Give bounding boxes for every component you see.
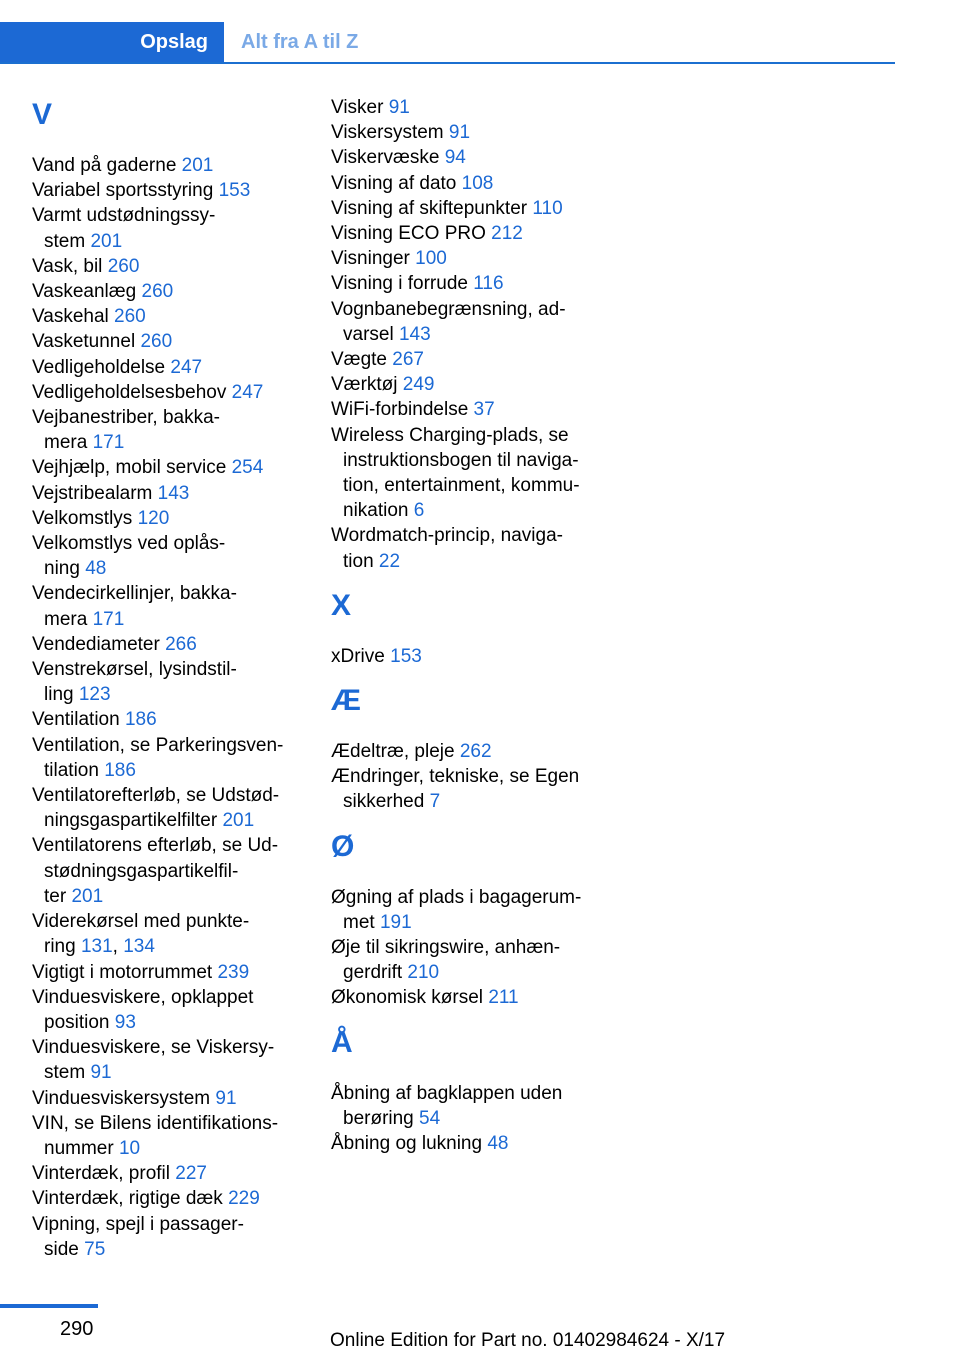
index-entry	[32, 254, 302, 279]
entry-text	[331, 1081, 601, 1106]
index-entry	[32, 783, 302, 833]
entry-text	[32, 153, 302, 178]
entry-text	[32, 203, 302, 228]
entry-text	[44, 1010, 302, 1035]
entry-text	[331, 935, 601, 960]
entry-text	[32, 1186, 302, 1211]
entry-label: Økonomisk kørsel	[331, 987, 489, 1009]
entry-label: gerdrift	[343, 962, 408, 984]
index-entry	[331, 423, 601, 524]
entry-label: side	[44, 1238, 85, 1260]
index-entry	[32, 1086, 302, 1111]
entry-text	[32, 1086, 302, 1111]
index-entry	[331, 372, 601, 397]
entry-text	[331, 985, 601, 1010]
entry-label: Ændringer, tekniske, se Egen	[331, 766, 580, 788]
entry-label: Åbning af bagklappen uden	[331, 1082, 563, 1104]
index-entry	[32, 203, 302, 253]
entry-text	[32, 304, 302, 329]
entry-text	[331, 885, 601, 910]
entry-text	[32, 355, 302, 380]
entry-text	[331, 120, 601, 145]
entry-text	[32, 783, 302, 808]
index-entry	[32, 506, 302, 531]
section-letter: X	[331, 588, 352, 622]
entry-label: WiFi-forbindelse	[331, 399, 474, 421]
entry-text	[343, 789, 601, 814]
entry-text	[32, 657, 302, 682]
index-entry	[32, 531, 302, 581]
page-link[interactable]: 120	[137, 507, 170, 529]
entry-label: mera	[44, 432, 93, 454]
entry-text	[44, 1060, 302, 1085]
entry-label: Vinduesviskersystem	[32, 1087, 216, 1109]
entry-text	[331, 145, 601, 170]
entry-text	[343, 322, 601, 347]
page-link[interactable]: 93	[114, 1011, 136, 1033]
index-entry	[331, 885, 601, 935]
index-entry	[331, 739, 601, 764]
page-link[interactable]: 108	[461, 172, 494, 194]
entry-text	[343, 448, 601, 473]
page-link[interactable]: 227	[175, 1163, 207, 1185]
entry-text	[32, 405, 302, 430]
index-entry	[331, 523, 601, 573]
entry-label: Vinduesviskere, opklappet	[32, 986, 254, 1008]
entry-text	[32, 455, 302, 480]
entry-text	[44, 859, 302, 884]
entry-label: berøring	[343, 1107, 420, 1129]
section-letter: V	[32, 98, 53, 131]
entry-label: ter	[44, 885, 72, 907]
entry-text	[44, 1136, 302, 1161]
index-entry	[331, 95, 601, 120]
entry-text	[331, 271, 601, 296]
entry-label: tion	[343, 550, 379, 572]
entry-text	[331, 739, 601, 764]
entry-text	[331, 246, 601, 271]
page-link[interactable]: 260	[114, 306, 146, 328]
page-link[interactable]: 116	[473, 273, 504, 295]
page-link[interactable]: 91	[388, 97, 410, 118]
entry-label: Vasketunnel	[32, 331, 141, 353]
page-link[interactable]: 110	[532, 197, 563, 219]
entry-label: Visning af skiftepunkter	[331, 197, 533, 219]
entry-label: ling	[44, 684, 79, 706]
index-entry	[32, 733, 302, 783]
entry-text	[343, 498, 601, 523]
entry-text	[32, 178, 302, 203]
page-link[interactable]: 267	[392, 349, 424, 371]
entry-text	[44, 1237, 302, 1262]
entry-label: nummer	[44, 1137, 119, 1159]
page-link[interactable]: 91	[90, 1062, 112, 1084]
page-link[interactable]: 186	[124, 709, 157, 731]
entry-label: mera	[44, 608, 93, 630]
index-entry	[32, 355, 302, 380]
index-entry	[331, 1081, 601, 1131]
index-entry	[32, 833, 302, 909]
index-entry	[32, 405, 302, 455]
entry-label: Ventilatorefterløb, se Udstød-	[32, 785, 280, 807]
header-bar	[0, 0, 895, 64]
page-link[interactable]: 239	[217, 961, 250, 983]
page-link[interactable]: 247	[170, 356, 203, 378]
entry-label: Visning i forrude	[331, 273, 474, 295]
entry-label: Viderekørsel med punkte-	[32, 911, 250, 933]
page-link[interactable]: 210	[407, 962, 440, 984]
index-entry	[331, 985, 601, 1010]
page-link[interactable]: 143	[398, 323, 431, 345]
page-link[interactable]: 201	[71, 885, 104, 907]
entry-text	[331, 196, 601, 221]
index-entry	[32, 632, 302, 657]
index-entry	[32, 304, 302, 329]
entry-label: Vigtigt i motorrummet	[32, 961, 218, 983]
page-link[interactable]: 262	[459, 741, 492, 763]
entry-text	[32, 531, 302, 556]
entry-label: Vinterdæk, profil	[32, 1163, 176, 1185]
entry-label: Velkomstlys	[32, 507, 138, 529]
entry-text	[331, 1131, 601, 1156]
entry-text: ring 131, 134	[44, 936, 155, 958]
entry-text	[32, 833, 302, 858]
index-entry	[331, 120, 601, 145]
index-entry	[32, 455, 302, 480]
entry-text	[32, 632, 302, 657]
index-entry	[32, 329, 302, 354]
entry-text	[331, 372, 601, 397]
page-link[interactable]: 131	[80, 936, 113, 958]
index-entry	[32, 909, 302, 959]
entry-text	[32, 707, 302, 732]
entry-text	[343, 960, 601, 985]
page-link[interactable]: 48	[487, 1133, 509, 1155]
index-entry	[331, 935, 601, 985]
index-entry	[331, 297, 601, 347]
page-link[interactable]: 266	[165, 633, 197, 655]
tab-alt-fra-a-til-z[interactable]: Alt fra A til Z	[241, 30, 359, 53]
entry-text	[32, 1111, 302, 1136]
entry-text	[331, 523, 601, 548]
entry-text	[32, 481, 302, 506]
entry-text	[32, 1212, 302, 1237]
page-link[interactable]: 100	[415, 248, 447, 270]
entry-label: Vedligeholdelse	[32, 356, 171, 378]
page-link[interactable]: 191	[379, 911, 412, 933]
entry-label: Ventilation, se Parkeringsven-	[32, 734, 284, 756]
entry-label: Vedligeholdelsesbehov	[32, 381, 232, 403]
entry-label: Øje til sikringswire, anhæn-	[331, 937, 561, 959]
entry-text	[44, 808, 302, 833]
entry-text	[331, 397, 601, 422]
page-link[interactable]: 6	[413, 500, 425, 522]
index-entry	[32, 1111, 302, 1161]
entry-label: nikation	[343, 500, 414, 522]
entry-text	[32, 1161, 302, 1186]
page-link[interactable]: 201	[90, 230, 123, 252]
page-link[interactable]: 134	[123, 936, 155, 958]
entry-text	[32, 380, 302, 405]
page-link[interactable]: 249	[402, 374, 435, 396]
entry-label: varsel	[343, 323, 399, 345]
index-entry	[32, 481, 302, 506]
entry-label: Viskervæske	[331, 147, 445, 169]
entry-label: Vaskeanlæg	[32, 281, 142, 303]
page-link[interactable]: 7	[429, 791, 441, 813]
entry-label: Vinduesviskere, se Viskersy-	[32, 1037, 275, 1059]
page-link[interactable]: 254	[231, 457, 264, 479]
page-link[interactable]: 229	[228, 1188, 260, 1210]
index-entry	[32, 1212, 302, 1262]
entry-label: position	[44, 1011, 115, 1033]
page-link[interactable]: 153	[218, 180, 251, 202]
entry-text	[32, 733, 302, 758]
entry-label: Visker	[331, 97, 389, 118]
entry-label: Visninger	[331, 248, 416, 270]
index-entry	[331, 1131, 601, 1156]
entry-label: sikkerhed	[343, 791, 430, 813]
entry-label: stem	[44, 230, 91, 252]
entry-label: Vendediameter	[32, 633, 166, 655]
section-letter: Ø	[331, 829, 355, 863]
entry-text	[44, 430, 302, 455]
entry-label: Ventilation	[32, 709, 125, 731]
index-entry	[331, 271, 601, 296]
page-link[interactable]: 212	[491, 223, 523, 245]
index-entry	[331, 644, 601, 669]
entry-label: Vask, bil	[32, 255, 108, 277]
entry-label: Vægte	[331, 349, 393, 371]
entry-text	[32, 960, 302, 985]
entry-label: VIN, se Bilens identifikations-	[32, 1112, 279, 1134]
entry-text	[331, 347, 601, 372]
index-entry	[32, 985, 302, 1035]
entry-label: Vipning, spejl i passager-	[32, 1213, 244, 1235]
page-link[interactable]: 171	[92, 608, 125, 630]
index-entry	[331, 397, 601, 422]
entry-label: Wireless Charging-plads, se	[331, 424, 569, 446]
entry-label: stødningsgaspartikelfil-	[44, 860, 239, 882]
entry-text	[32, 506, 302, 531]
entry-label: Vejstribealarm	[32, 482, 158, 504]
entry-label: Visning ECO PRO	[331, 223, 492, 245]
page-link[interactable]: 10	[118, 1137, 141, 1159]
entry-label: Venstrekørsel, lysindstil-	[32, 659, 237, 681]
entry-text	[331, 171, 601, 196]
entry-label: ring	[44, 936, 81, 958]
page-link[interactable]: 91	[448, 122, 471, 144]
entry-label: Varmt udstødningssy-	[32, 205, 216, 227]
entry-text	[44, 884, 302, 909]
entry-text	[331, 95, 601, 120]
page-link[interactable]: 201	[222, 810, 255, 832]
entry-label: Åbning og lukning	[331, 1133, 488, 1155]
edition-footer: Online Edition for Part no. 01402984624 - X/17	[330, 1330, 726, 1351]
entry-label: tilation	[44, 759, 105, 781]
index-entry	[32, 707, 302, 732]
entry-text	[32, 909, 302, 934]
entry-label: xDrive	[331, 645, 391, 667]
page-link[interactable]: 75	[84, 1238, 106, 1260]
entry-text	[331, 297, 601, 322]
index-entry	[331, 145, 601, 170]
entry-text	[343, 473, 601, 498]
entry-text	[32, 1035, 302, 1060]
section-letter: Æ	[331, 684, 361, 718]
page-number: 290	[60, 1318, 94, 1340]
index-entry	[32, 380, 302, 405]
entry-label: Ædeltræ, pleje	[331, 741, 460, 763]
page-link[interactable]: 143	[157, 482, 190, 504]
entry-text	[331, 644, 601, 669]
page-link[interactable]: 37	[473, 399, 495, 421]
section-letter: Å	[331, 1025, 353, 1059]
index-entry	[32, 153, 302, 178]
page-link[interactable]: 94	[444, 147, 466, 169]
index-entry	[32, 1161, 302, 1186]
entry-text	[343, 549, 601, 574]
page-link[interactable]: 171	[92, 432, 125, 454]
index-entry	[331, 171, 601, 196]
page-link[interactable]: 54	[419, 1107, 441, 1129]
entry-text	[32, 581, 302, 606]
entry-text	[44, 758, 302, 783]
entry-text	[44, 229, 302, 254]
entry-label: Viskersystem	[331, 122, 449, 144]
entry-label: Ventilatorens efterløb, se Ud-	[32, 835, 279, 857]
index-entry	[331, 764, 601, 814]
index-entry	[32, 279, 302, 304]
entry-list	[32, 153, 302, 1262]
entry-label: stem	[44, 1062, 91, 1084]
entry-label: Variabel sportsstyring	[32, 180, 219, 202]
entry-label: Øgning af plads i bagagerum-	[331, 886, 582, 908]
entry-text	[331, 423, 601, 448]
entry-text	[32, 985, 302, 1010]
page-link[interactable]: 211	[488, 987, 519, 1009]
index-entry	[32, 657, 302, 707]
entry-text	[32, 329, 302, 354]
index-entry	[32, 1035, 302, 1085]
page-link[interactable]: 247	[231, 381, 264, 403]
entry-label: Vinterdæk, rigtige dæk	[32, 1188, 229, 1210]
entry-text	[331, 764, 601, 789]
entry-text	[32, 279, 302, 304]
page-link[interactable]: 260	[107, 255, 140, 277]
entry-label: Visning af dato	[331, 172, 462, 194]
page-link[interactable]: 153	[390, 645, 422, 667]
entry-text	[32, 254, 302, 279]
entry-label: ningsgaspartikelfilter	[44, 810, 223, 832]
entry-text	[331, 221, 601, 246]
page-link[interactable]: 22	[378, 550, 401, 572]
entry-label: Vejbanestriber, bakka-	[32, 407, 221, 429]
index-column-left	[32, 95, 302, 1262]
entry-label: Vejhjælp, mobil service	[32, 457, 232, 479]
index-column-right	[331, 95, 601, 1156]
page-link[interactable]: 186	[104, 759, 136, 781]
entry-text	[343, 1106, 601, 1131]
page-link[interactable]: 201	[181, 155, 214, 176]
index-entry	[331, 246, 601, 271]
index-entry	[331, 221, 601, 246]
page-link[interactable]: 123	[78, 684, 111, 706]
index-entry	[32, 1186, 302, 1211]
entry-label: Vaskehal	[32, 306, 115, 328]
entry-text	[44, 607, 302, 632]
entry-text	[44, 682, 302, 707]
index-entry	[32, 178, 302, 203]
page-link[interactable]: 91	[215, 1087, 237, 1109]
entry-label: Vendecirkellinjer, bakka-	[32, 583, 237, 605]
entry-label: Vand på gaderne	[32, 155, 182, 176]
entry-text	[343, 910, 601, 935]
entry-label: met	[343, 911, 380, 933]
index-entry	[32, 960, 302, 985]
entry-label: ning	[44, 558, 86, 580]
page-link[interactable]: 48	[85, 558, 107, 580]
index-entry	[331, 196, 601, 221]
tab-opslag[interactable]: Opslag	[0, 22, 224, 62]
index-entry	[331, 347, 601, 372]
entry-label: Velkomstlys ved oplås-	[32, 533, 226, 555]
page-link[interactable]: 260	[141, 281, 174, 303]
entry-text	[44, 556, 302, 581]
entry-label: Wordmatch-princip, naviga-	[331, 525, 563, 547]
entry-label: instruktionsbogen til naviga-	[343, 449, 579, 471]
entry-label: Værktøj	[331, 374, 403, 396]
page-link[interactable]: 260	[140, 331, 173, 353]
entry-label: Vognbanebegrænsning, ad-	[331, 298, 566, 320]
index-entry	[32, 581, 302, 631]
entry-label: tion, entertainment, kommu-	[343, 475, 580, 497]
page-number-bar	[0, 1304, 98, 1308]
